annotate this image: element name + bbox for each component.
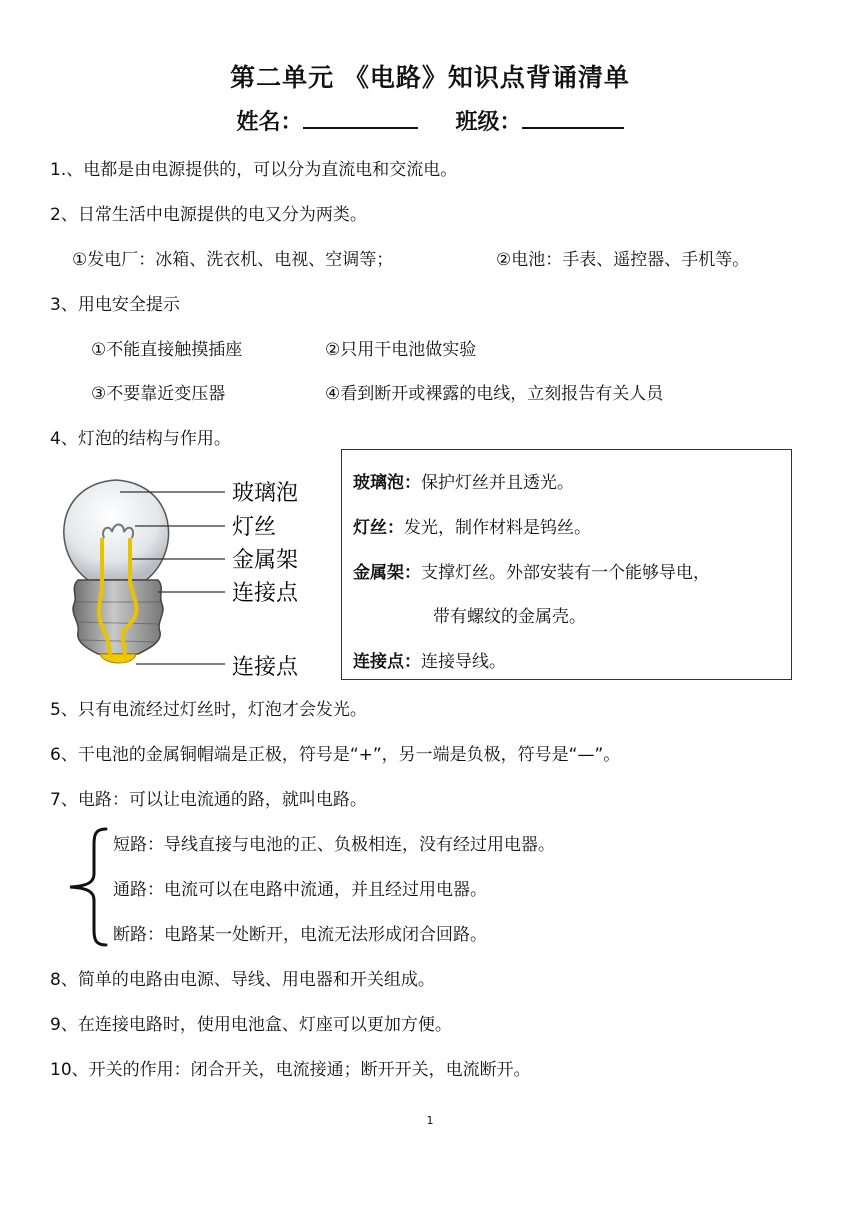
item-7: 7、电路：可以让电流通的路，就叫电路。 [50, 790, 367, 810]
item-3b: ②只用干电池做实验 [325, 340, 477, 360]
label-contact-1: 连接点 [232, 581, 299, 606]
item-8: 8、简单的电路由电源、导线、用电器和开关组成。 [50, 970, 435, 990]
desc-filament: 发光，制作材料是钨丝。 [404, 518, 591, 538]
box-row-frame [353, 558, 710, 583]
item-4: 4、灯泡的结构与作用。 [50, 429, 231, 449]
label-frame: 金属架 [232, 548, 299, 573]
curly-brace [66, 826, 110, 948]
item-10: 10、开关的作用：闭合开关，电流接通；断开开关，电流断开。 [50, 1060, 531, 1080]
desc-frame-2: 带有螺纹的金属壳。 [433, 607, 586, 627]
page-number: 1 [426, 1114, 434, 1127]
light-bulb-diagram [50, 462, 335, 692]
term-contact: 连接点： [353, 652, 421, 672]
student-info [0, 105, 860, 136]
item-2b: ②电池：手表、遥控器、手机等。 [496, 250, 750, 270]
class-blank[interactable] [522, 107, 624, 129]
page-title: 第二单元 《电路》知识点背诵清单 [230, 63, 630, 92]
desc-contact: 连接导线。 [421, 652, 506, 672]
item-5: 5、只有电流经过灯丝时，灯泡才会发光。 [50, 700, 367, 720]
bulb-parts-box [341, 449, 792, 680]
term-glass: 玻璃泡： [353, 473, 421, 493]
item-3: 3、用电安全提示 [50, 295, 180, 315]
name-label: 姓名： [236, 110, 303, 135]
item-1: 1.、电都是由电源提供的，可以分为直流电和交流电。 [50, 160, 458, 180]
item-7c: 断路：电路某一处断开，电流无法形成闭合回路。 [113, 925, 487, 945]
item-3a: ①不能直接触摸插座 [91, 340, 243, 360]
item-7b: 通路：电流可以在电路中流通，并且经过用电器。 [113, 880, 487, 900]
class-label: 班级： [455, 110, 522, 135]
item-2: 2、日常生活中电源提供的电又分为两类。 [50, 205, 367, 225]
item-6: 6、干电池的金属铜帽端是正极，符号是“+”，另一端是负极，符号是“—”。 [50, 745, 621, 765]
label-filament: 灯丝 [232, 515, 277, 540]
desc-glass: 保护灯丝并且透光。 [421, 473, 574, 493]
desc-frame: 支撑灯丝。外部安装有一个能够导电， [421, 563, 710, 583]
item-2a: ①发电厂：冰箱、洗衣机、电视、空调等； [72, 250, 394, 270]
box-row-filament [353, 513, 591, 538]
name-blank[interactable] [303, 107, 418, 129]
label-glass: 玻璃泡 [232, 481, 299, 506]
item-9: 9、在连接电路时，使用电池盒、灯座可以更加方便。 [50, 1015, 452, 1035]
item-3c: ③不要靠近变压器 [91, 384, 226, 404]
term-filament: 灯丝： [353, 518, 404, 538]
item-7a: 短路：导线直接与电池的正、负极相连，没有经过用电器。 [113, 835, 555, 855]
term-frame: 金属架： [353, 563, 421, 583]
box-row-glass [353, 468, 574, 493]
label-contact-2: 连接点 [232, 655, 299, 680]
item-3d: ④看到断开或裸露的电线，立刻报告有关人员 [325, 384, 664, 404]
box-row-contact [353, 647, 506, 672]
